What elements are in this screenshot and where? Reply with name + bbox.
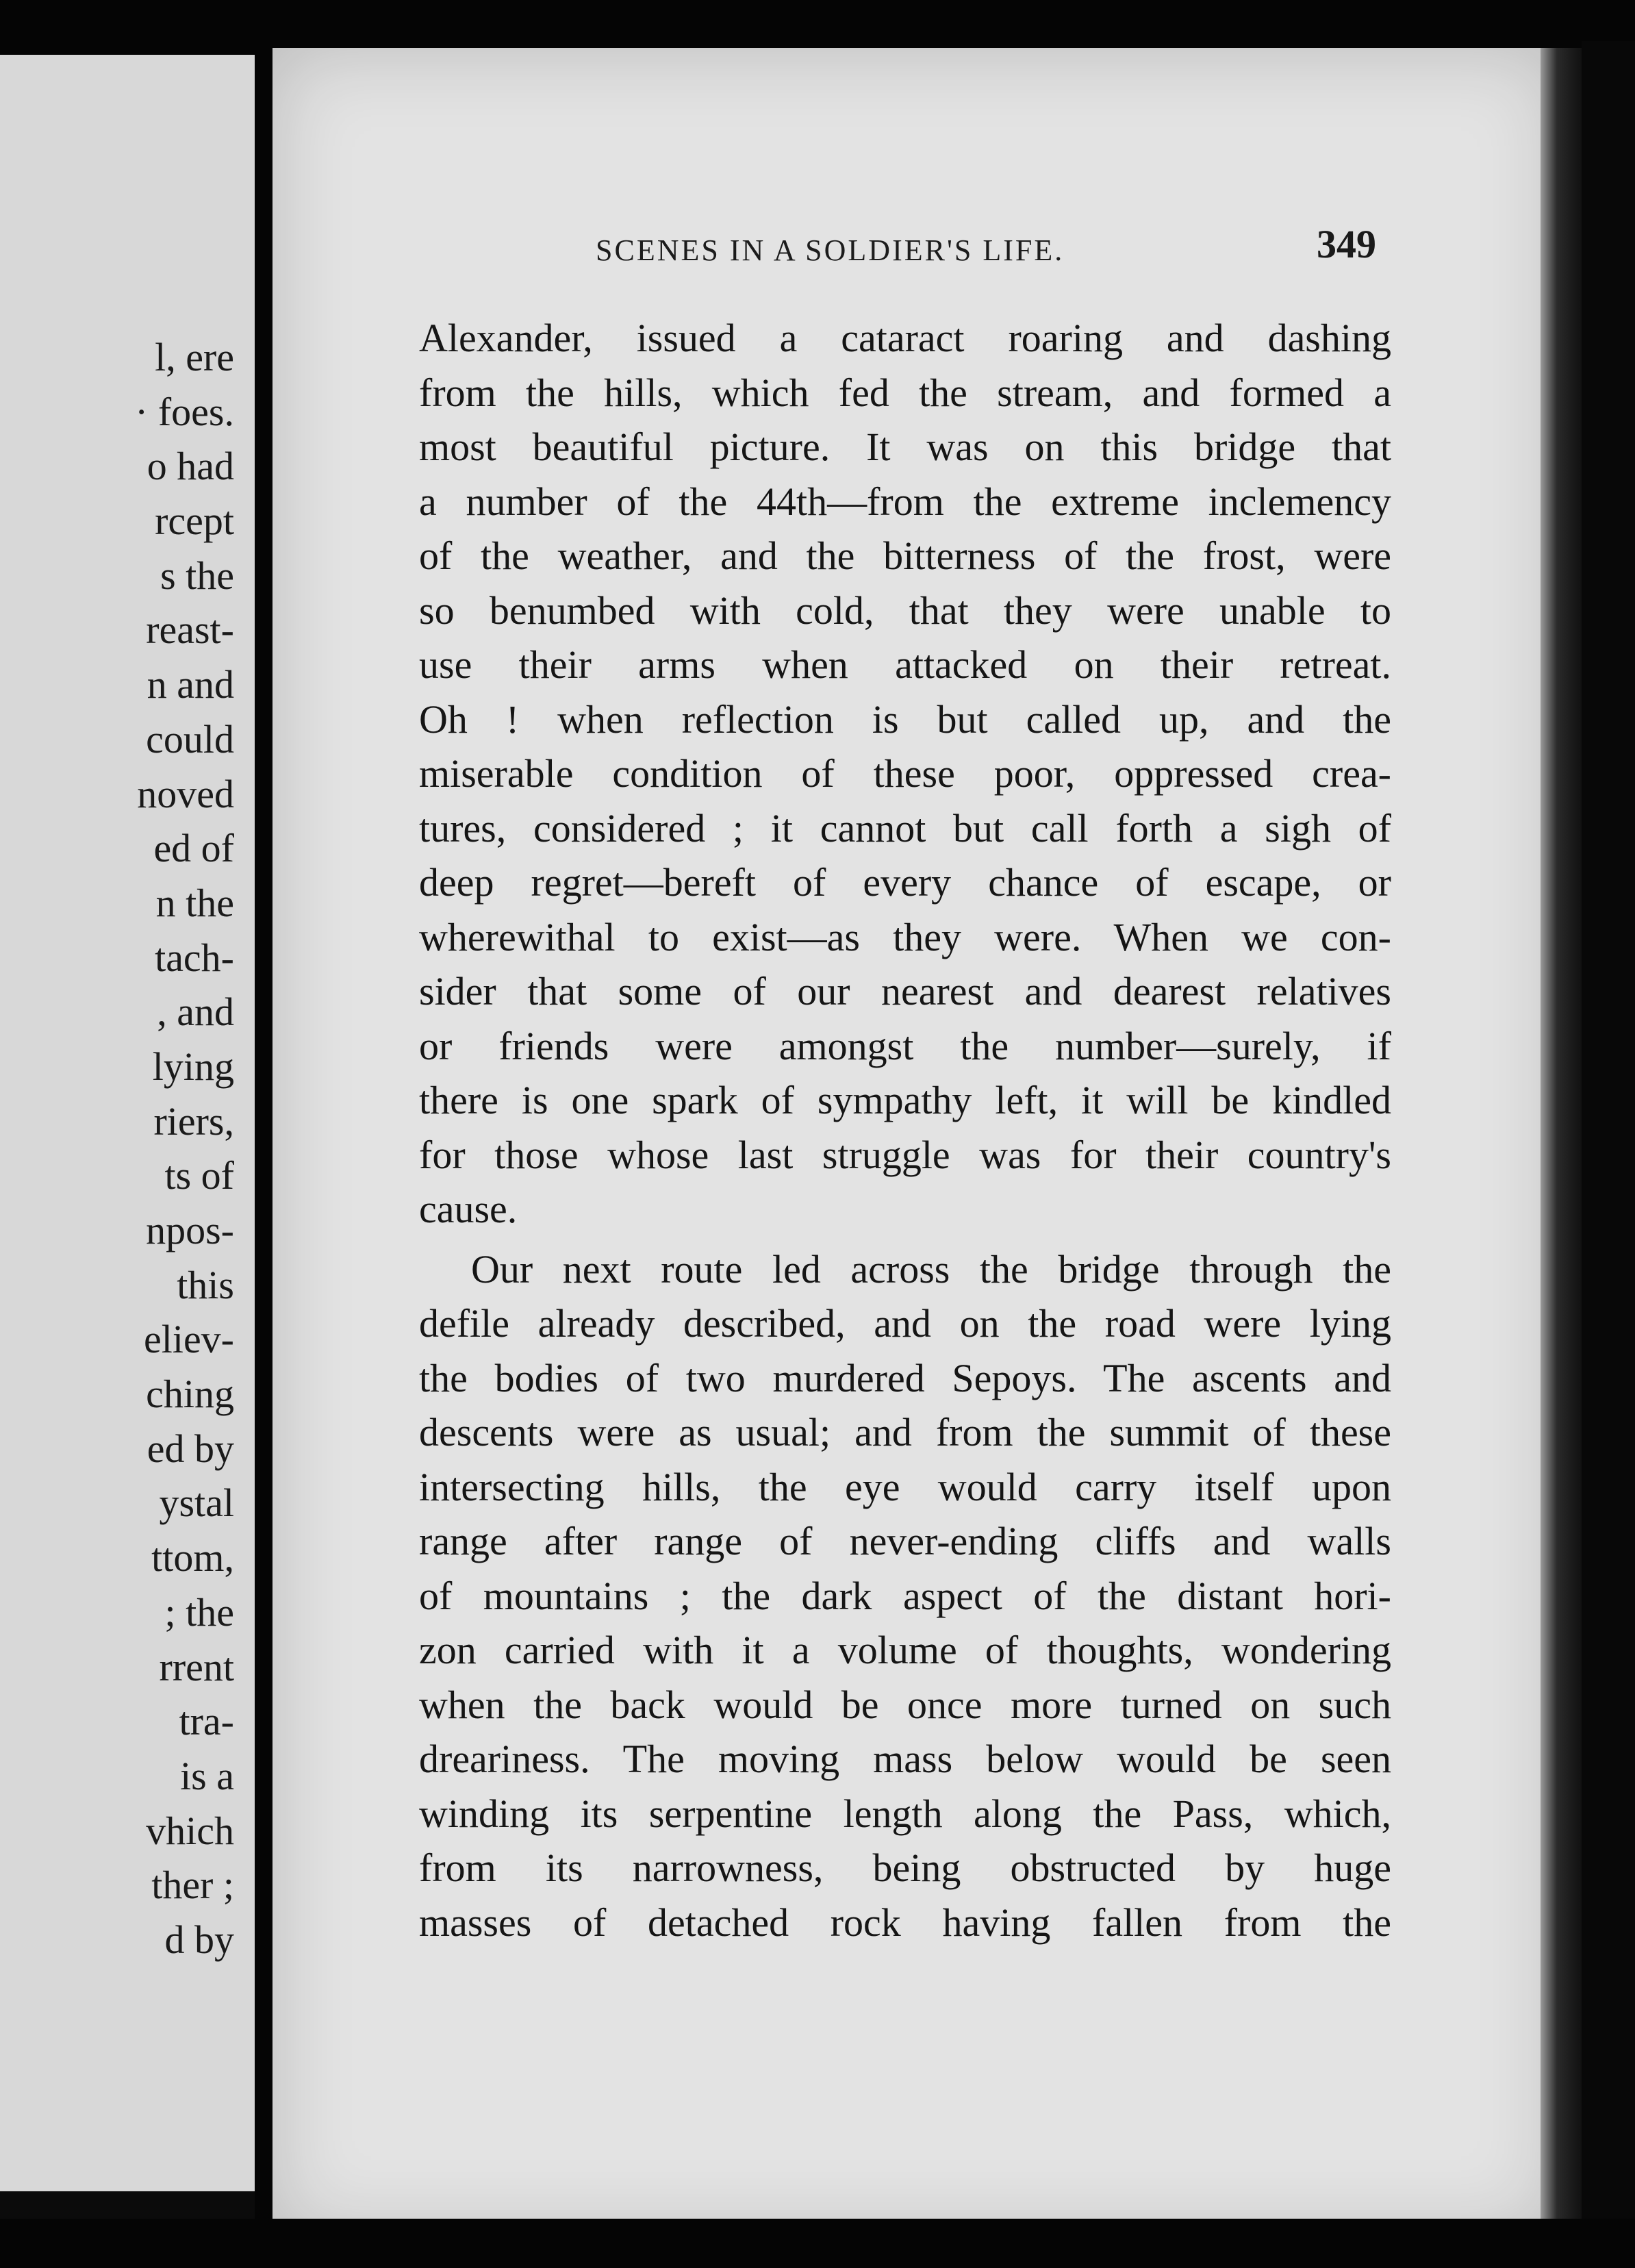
previous-page-line: could <box>146 716 234 761</box>
text-line: the bodies of two murdered Sepoys. The ascents and <box>419 1355 1391 1400</box>
previous-page-line: riers, <box>153 1098 234 1144</box>
text-line: deep regret—bereft of every chance of escape, or <box>419 860 1391 905</box>
running-header: SCENES IN A SOLDIER'S LIFE. <box>596 234 1065 267</box>
previous-page-line: npos- <box>146 1208 234 1252</box>
previous-page-edge <box>0 55 255 2191</box>
text-line: masses of detached rock having fallen from the <box>419 1900 1391 1945</box>
text-line: most beautiful picture. It was on this bridge that <box>419 425 1391 469</box>
previous-page-line: ed of <box>153 826 234 871</box>
previous-page-line: ystal <box>159 1480 234 1526</box>
text-line: a number of the 44th—from the extreme inclemency <box>419 479 1391 524</box>
paragraph-break <box>419 1237 1391 1242</box>
previous-page-line: is a <box>180 1753 234 1798</box>
text-line: zon carried with it a volume of thoughts, wondering <box>419 1628 1391 1672</box>
previous-page-line: ts of <box>164 1153 234 1198</box>
previous-page-line: ed by <box>147 1426 234 1471</box>
previous-page-line: reast- <box>146 607 234 653</box>
book-gutter <box>255 55 272 2219</box>
text-line: winding its serpentine length along the Pass, which, <box>419 1791 1391 1836</box>
previous-page-line: d by <box>164 1917 234 1962</box>
previous-page-line: rcept <box>155 499 234 544</box>
previous-page-line: rrent <box>159 1644 234 1689</box>
previous-page-line: o had <box>147 444 234 489</box>
page-edge-shadow <box>1541 48 1582 2239</box>
text-line: there is one spark of sympathy left, it will be kindled <box>419 1078 1391 1122</box>
text-line: use their arms when attacked on their retreat. <box>419 642 1391 687</box>
text-line: Alexander, issued a cataract roaring and dashing <box>419 316 1391 360</box>
text-line: descents were as usual; and from the summit of these <box>419 1410 1391 1454</box>
text-line: cause. <box>419 1187 518 1231</box>
previous-page-line: · foes. <box>135 389 234 434</box>
text-line: so benumbed with cold, that they were unable to <box>419 588 1391 633</box>
text-line: of the weather, and the bitterness of the frost, were <box>419 533 1391 578</box>
previous-page-line: tra- <box>179 1699 234 1744</box>
text-line: when the back would be once more turned on such <box>419 1682 1391 1727</box>
text-line: defile already described, and on the road were lying <box>419 1301 1391 1346</box>
previous-page-line: , and <box>157 990 234 1035</box>
text-line: of mountains ; the dark aspect of the distant hori- <box>419 1573 1391 1618</box>
text-line: tures, considered ; it cannot but call forth a sigh of <box>419 805 1391 850</box>
text-line: wherewithal to exist—as they were. When we con- <box>419 914 1391 959</box>
text-line: range after range of never-ending cliffs and walls <box>419 1519 1391 1563</box>
previous-page-line: vhich <box>146 1808 234 1853</box>
text-line: Our next route led across the bridge through the <box>471 1246 1391 1292</box>
scan-border-right <box>1582 41 1635 2268</box>
text-line: sider that some of our nearest and dearest relatives <box>419 969 1391 1013</box>
previous-page-line: l, ere <box>155 335 234 379</box>
previous-page-text <box>1 330 234 1967</box>
scan-border-top <box>0 0 1635 55</box>
previous-page-line: n and <box>147 662 234 707</box>
text-line: from its narrowness, being obstructed by huge <box>419 1845 1391 1890</box>
scan-border-bottom <box>0 2219 1635 2268</box>
page-number: 349 <box>1317 222 1376 266</box>
previous-page-line: n the <box>155 880 234 925</box>
page-body <box>419 311 1391 1950</box>
text-line: Oh ! when reflection is but called up, and the <box>419 696 1391 742</box>
text-line: from the hills, which fed the stream, and formed a <box>419 370 1391 415</box>
previous-page-line: ttom, <box>151 1535 234 1580</box>
text-line: for those whose last struggle was for their country's <box>419 1132 1391 1177</box>
text-line: intersecting hills, the eye would carry itself upon <box>419 1464 1391 1509</box>
text-line: miserable condition of these poor, oppressed crea- <box>419 751 1391 796</box>
previous-page-line: noved <box>137 771 234 816</box>
previous-page-line: s the <box>160 553 234 598</box>
previous-page-line: ther ; <box>151 1863 234 1908</box>
previous-page-line: this <box>177 1262 234 1307</box>
previous-page-line: eliev- <box>143 1317 234 1362</box>
previous-page-line: ching <box>146 1372 234 1417</box>
previous-page-line: ; the <box>164 1589 234 1635</box>
previous-page-line: lying <box>152 1044 234 1089</box>
text-line: or friends were amongst the number—surely, if <box>419 1023 1391 1068</box>
text-line: dreariness. The moving mass below would be seen <box>419 1737 1391 1781</box>
previous-page-line: tach- <box>155 935 234 980</box>
